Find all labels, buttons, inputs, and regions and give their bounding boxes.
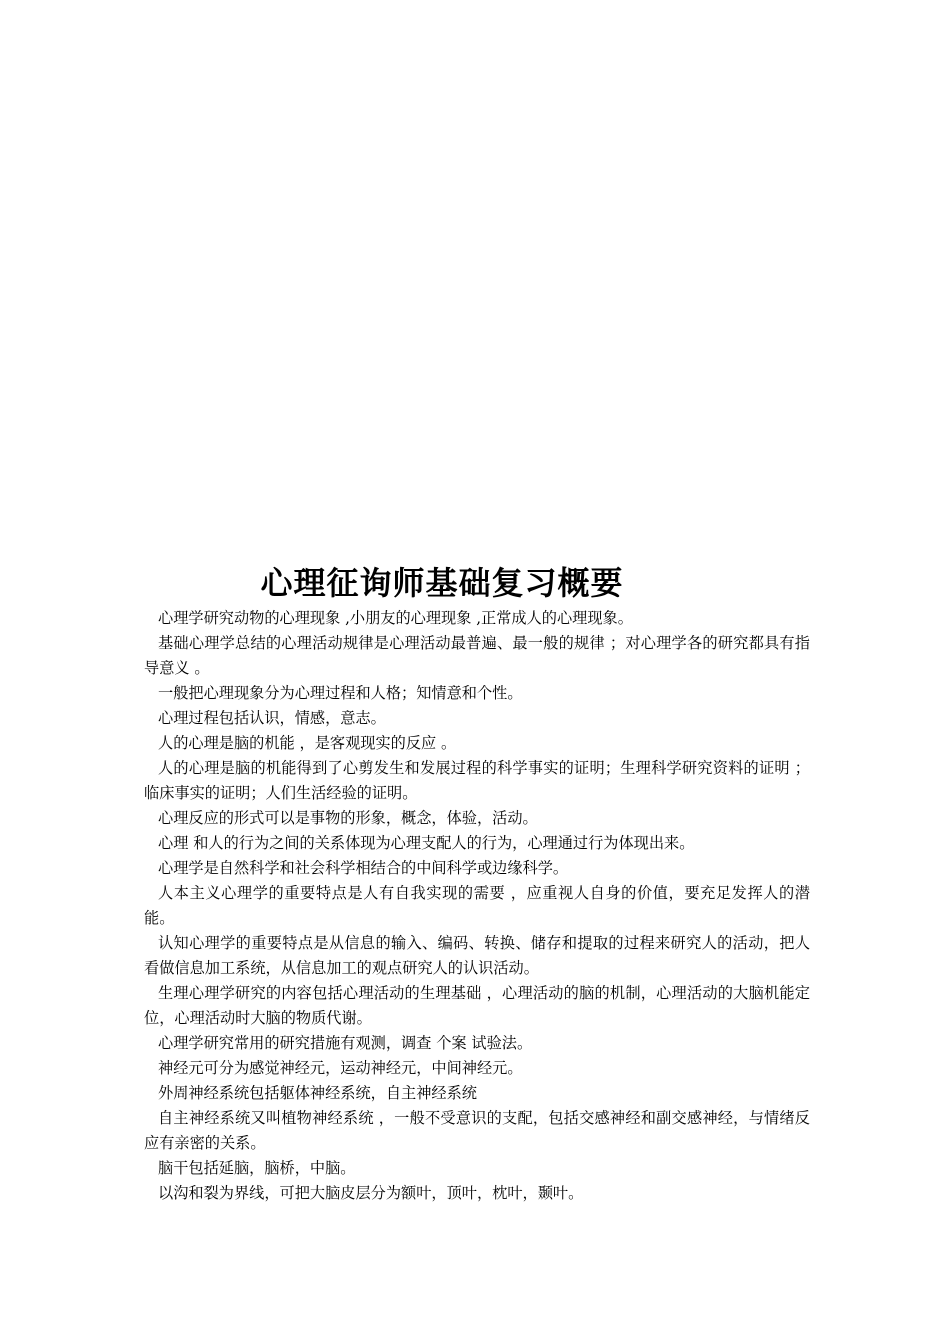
paragraph: 一般把心理现象分为心理过程和人格；知情意和个性。 bbox=[158, 684, 523, 702]
paragraph: 自主神经系统又叫植物神经系统 ，一般不受意识的支配，包括交感神经和副交感神经，与情绪反应有亲密的关系。 bbox=[144, 1109, 810, 1152]
paragraph: 基础心理学总结的心理活动规律是心理活动最普遍、最一般的规律 ；对心理学各的研究都具有指导意义 。 bbox=[144, 634, 810, 677]
paragraph: 以沟和裂为界线，可把大脑皮层分为额叶，顶叶，枕叶，颞叶。 bbox=[158, 1184, 584, 1202]
document-title: 心理征询师基础复习概要 bbox=[260, 564, 624, 602]
paragraph: 心理学研究常用的研究措施有观测，调查 个案 试验法。 bbox=[158, 1034, 533, 1052]
paragraph: 人的心理是脑的机能 ，是客观现实的反应 。 bbox=[158, 734, 457, 752]
paragraph: 心理学是自然科学和社会科学相结合的中间科学或边缘科学。 bbox=[158, 859, 569, 877]
paragraph: 生理心理学研究的内容包括心理活动的生理基础 ，心理活动的脑的机制，心理活动的大脑机能定位，心理活动时大脑的物质代谢。 bbox=[144, 984, 810, 1027]
paragraph: 外周神经系统包括躯体神经系统，自主神经系统 bbox=[158, 1084, 477, 1102]
paragraph: 心理 和人的行为之间的关系体现为心理支配人的行为，心理通过行为体现出来。 bbox=[158, 834, 695, 852]
paragraph: 心理反应的形式可以是事物的形象，概念，体验，活动。 bbox=[158, 809, 538, 827]
paragraph: 心理过程包括认识，情感，意志。 bbox=[158, 709, 386, 727]
paragraph: 心理学研究动物的心理现象 ,小朋友的心理现象 ,正常成人的心理现象。 bbox=[158, 609, 633, 627]
paragraph: 神经元可分为感觉神经元，运动神经元，中间神经元。 bbox=[158, 1059, 523, 1077]
paragraph: 人本主义心理学的重要特点是人有自我实现的需要 ，应重视人自身的价值，要充足发挥人的潜能。 bbox=[144, 884, 810, 927]
paragraph: 认知心理学的重要特点是从信息的输入、编码、转换、储存和提取的过程来研究人的活动，把人看做信息加工系统，从信息加工的观点研究人的认识活动。 bbox=[144, 934, 810, 977]
paragraph: 脑干包括延脑，脑桥，中脑。 bbox=[158, 1159, 356, 1177]
paragraph: 人的心理是脑的机能得到了心剪发生和发展过程的科学事实的证明；生理科学研究资料的证明 ；临床事实的证明；人们生活经验的证明。 bbox=[144, 759, 810, 802]
document-body bbox=[144, 606, 810, 1206]
